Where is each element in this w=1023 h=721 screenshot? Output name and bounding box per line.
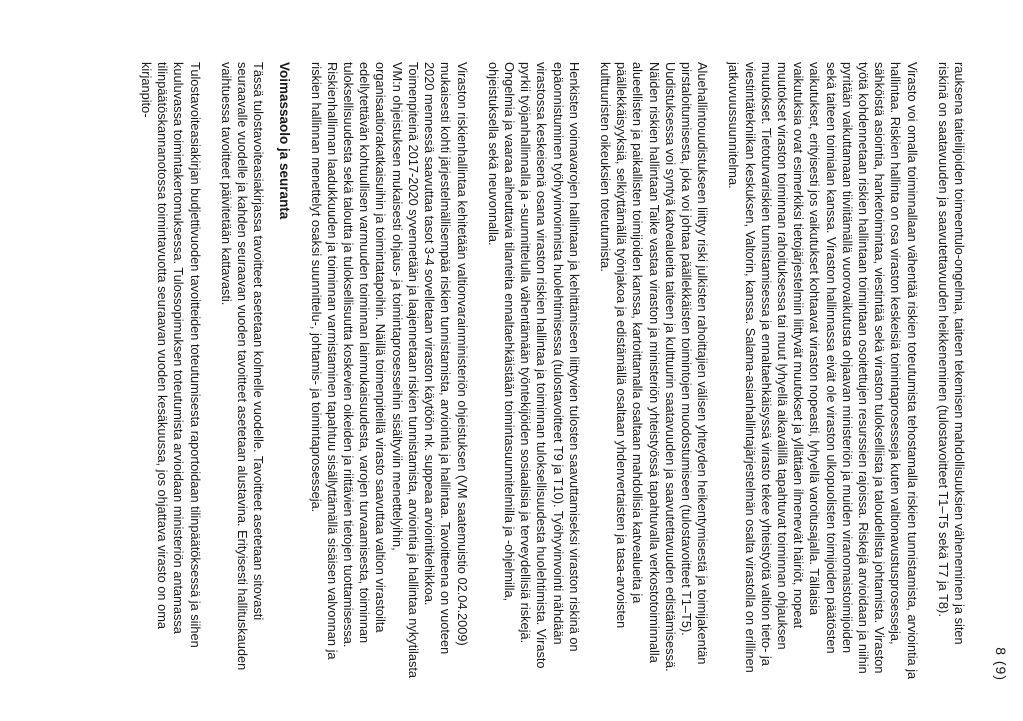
paragraph-risk-management: Viraston riskienhallintaa kehitetään valtionvarainministeriön ohjeistuksen (VM saatemuistio 02.04.2009) mukaisesti kohti järjestelmällisempää riskien tunnistamista, arviointia ja hallintaa. Tavoitteena on vuoteen 2020 mennessä saavuttaa tasot 3-4 sovelletaan viraston käytöön nk. suppeaa arviointikehikkoa. Toimenpiteinä 2017-2020 syvennetään ja laajennetaan riskien tunnistamista, arviointia ja hallintaa nykytilasta VM:n ohjeistuksen mukaisesti ohjaus- ja toimintaprosesseihin sisältyviin menettelyihin, organisaatiorakatkaisuihin ja toimintatapoihin. Näillä toimenpiteillä virasto saavuttaa valtion virastoilta edellytettävän kohtuullisen varmuuden toiminnan lainmukaisuudesta, varojen turvaamisesta, toiminnan tuloksellisuudesta sekä taloutta ja tuloksellisuutta koskevien oikeiden ja riittävien tietojen tuottamisessa. Riskienhallinnan laadukkuuden ja toiminnan varmistaminen tapahtuu sisällyttämällä sisäisen valvonnan ja riskien hallinnan menettelyt osaksi suunnittelu-, johtamis- ja toimintaprosesseja. bbox=[308, 62, 470, 679]
paragraph-reporting: Tulostavoiteasiakirjan budjettivuoden tavoitteiden toteutumisesta raportoidaan tilinpäätöksessä ja siihen kuuluvassa toimintakertomuksessa. Tulossopimuksen toteutumista arvioidaan ministeriön antamassa tilinpäätöskannanotossa toimintavuotta seuraavan vuoden kesäkuussa, jos ohjattava virasto on oma kirjanpito- bbox=[139, 62, 203, 648]
paragraph-regional-reform: Aluehallintouudistukseen liittyy riski julkisten rahoittajien välisen yhteyden heikentymisestä ja toimijakentän pirstaloitumisesta, joka voi johtaa päällekkäisten toimintojen muodostumiseen (tulostavoitteet T1–T5). Uudistuksessa voi syntyä katvealueita taiteen ja kulttuurin saatavuuden ja saavutettavuuden edistämisessä. Näiden riskien hallintaan Taike vastaa viraston ja ministeriön yhteistyössä tapahtuvalla verkostotoiminnalla alueellisten ja paikallisten toimijoiden kanssa, kartoittamalla osaltaan mahdollisia katvealueita ja päällekkäisyyksiä, selkiyttämällä työnjakoa ja edistämällä osaltaan yhdenvertaisten ja tasa-arvoisten kulttuuristen oikeuksien toteutumista. bbox=[597, 62, 711, 672]
paragraph-wellbeing: Henkisten voimavarojen hallintaan ja kehittämiseen liittyvien tulosten saavuttamiseksi viraston riskinä on epäonnistuminen työhyvinvoinnista huolehtimisessa (tulostavoitteet T9 ja T10). Työhyvinvointi nähdään virastossa keskeisenä osana viraston riskien hallintaa ja toiminnan tuloksellisuudesta huolehtimista. Virasto pyrkii työjanhallinnalla ja -suunnittelulla vähentämään työntekijöiden sosiaalisia ja terveydellisiä riskejä. Ongelmia ja vaaraa aiheuttavia tilanteita ennaltaehkäistään toimintasuunnitelmilla ja -ohjelmilla, ohjeistuksella sekä neuvonnalla. bbox=[485, 62, 582, 669]
page-number: 8 (9) bbox=[993, 647, 1009, 681]
paragraph-risk-reduction: Virasto voi omalla toiminnallaan vähentää riskien toteutumista tehostamalla riskien tunnistamista, arviointia ja hallintaa. Riskien hallinta on osa viraston keskeisiä toimintaprosesseja kuten valtionavustusprosesseja, sähköistä asiointia, hanketoimintaa, viestintää sekä viraston tulokselliista ja taloudellista johtamista. Viraston työtä kohdennetaan riskien hallintaan toimintaan osoitettujen resurssien rajoissa. Riskejä arvioidaan ja niihin pyritään vaikuttamaan tiiviitämällä vuorovaikutusta ohjaavan ministeriön ja muiden viranomaistoimijoiden sekä taiteen toimialan kanssa. Viraston hallinnassa eivät ole viraston ulkopuolisten toimijoiden päätösten vaikutukset, erityisesti jos vaikutukset kohtaavat viraston nopeasti, lyhyellä varoitusajalla. Tällaisia vaikutuksia ovat esimerkiksi tietojärjestelmiin liittyvät muutokset ja yllättäen ilmenevät häiriöt, nopeat muutokset viraston toiminnan rahoituksessa tai muut lyhyellä aikavälillä tapahtuvat toiminnan ohjauksen muutokset. Tietoturvariskien tunnistamisessa ja ennaltaehkäisyssä virasto tekee yhteistyötä valtion tieto- ja viestintätekniikan keskuksen, Valtorin, kanssa. Salama-asianhallintajärjestelmän osalta virastolla on erillinen jatkuvuussuunnitelma. bbox=[726, 62, 920, 680]
paragraph-continued: rauksena taiteilijoiden toimeentulo-ongelmia, taiteen tekemisen mahdollisuuksien väheneminen ja siten riskinä on saatavuuden ja saavutettavuuden heikkeneminen (tulostavoitteet T1–T5 sekä T7 ja T8). bbox=[935, 62, 967, 645]
paragraph-validity: Tässä tulostavoiteasiakirjassa tavoitteet asetetaan kolmelle vuodelle. Tavoitteet asetetaan sitovasti seuraavalle vuodelle ja kahden seuraavan vuoden tavoitteet asetetaan alustavina. Erityisesti hallituskauden vaihtuessa tavoitteet päivitetään kattavasti. bbox=[218, 62, 267, 671]
section-heading: Voimassaolo ja seuranta bbox=[277, 62, 293, 220]
